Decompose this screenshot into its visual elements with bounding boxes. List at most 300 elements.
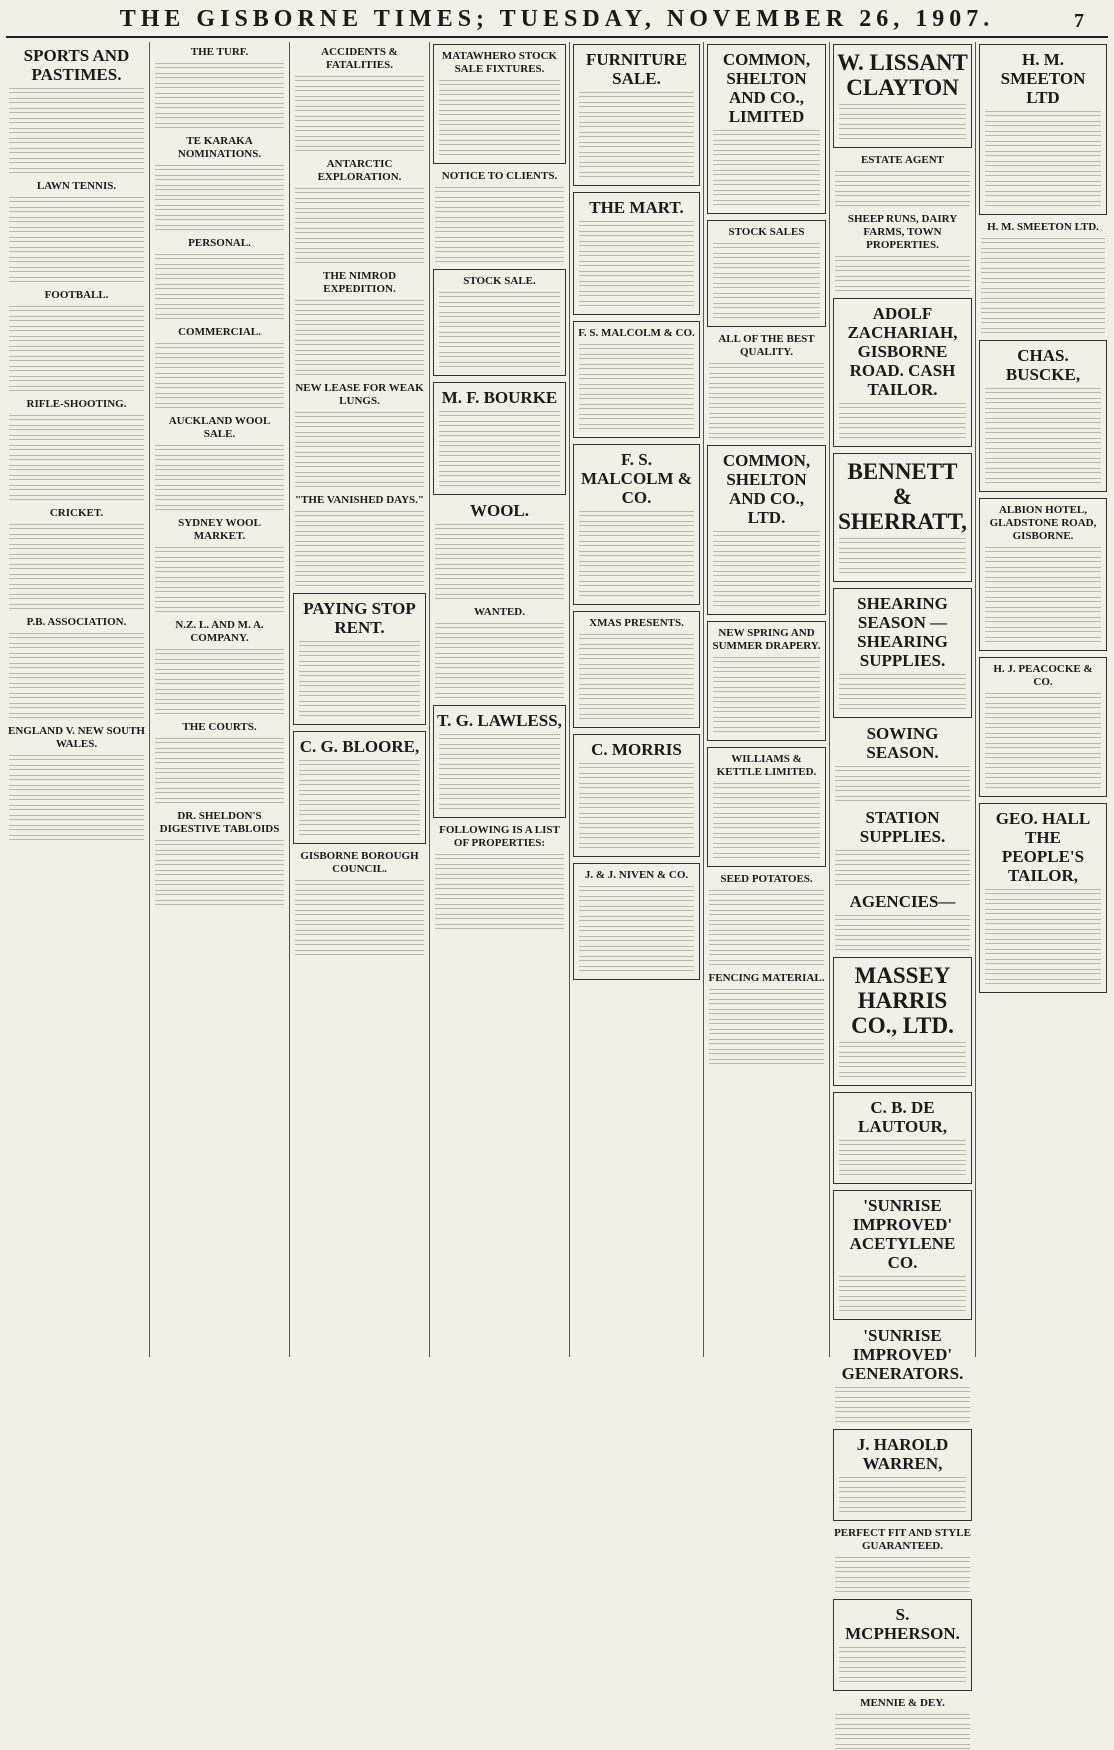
column-4 — [430, 42, 570, 1357]
text-lines — [579, 92, 694, 98]
text-lines — [985, 428, 1101, 434]
column-7-item — [833, 957, 972, 1086]
masthead-rule — [6, 36, 1108, 38]
text-lines — [155, 768, 284, 774]
text-lines — [439, 784, 560, 790]
text-lines — [299, 711, 420, 717]
text-lines — [981, 278, 1105, 284]
item-heading: WANTED. — [473, 606, 526, 618]
text-lines — [9, 544, 144, 550]
text-lines — [713, 160, 820, 166]
text-lines — [985, 637, 1101, 643]
text-lines — [435, 544, 564, 550]
text-lines — [985, 783, 1101, 789]
item-heading: ALBION HOTEL, GLADSTONE ROAD, GISBORNE. — [989, 504, 1097, 542]
item-heading: N.Z. L. AND M. A. COMPANY. — [175, 619, 264, 644]
text-lines — [709, 1049, 824, 1055]
text-lines — [155, 93, 284, 99]
text-lines — [579, 773, 694, 779]
text-lines — [579, 684, 694, 690]
text-lines — [155, 274, 284, 280]
text-lines — [713, 130, 820, 136]
text-lines — [155, 353, 284, 359]
text-lines — [839, 558, 966, 564]
text-lines — [709, 393, 824, 399]
text-lines — [155, 567, 284, 573]
column-2-item — [153, 517, 286, 613]
text-lines — [981, 298, 1105, 304]
item-heading: 'SUNRISE IMPROVED' ACETYLENE CO. — [849, 1196, 956, 1272]
text-lines — [439, 774, 560, 780]
item-heading: J. HAROLD WARREN, — [856, 1435, 949, 1473]
text-lines — [155, 778, 284, 784]
text-lines — [713, 170, 820, 176]
text-lines — [439, 441, 560, 447]
text-lines — [709, 920, 824, 926]
text-lines — [435, 854, 564, 860]
text-lines — [579, 112, 694, 118]
text-lines — [985, 398, 1101, 404]
text-lines — [295, 136, 424, 142]
column-4-item — [433, 501, 566, 600]
text-lines — [579, 404, 694, 410]
text-lines — [839, 694, 966, 700]
text-lines — [709, 1059, 824, 1065]
text-lines — [985, 478, 1101, 484]
text-lines — [155, 699, 284, 705]
item-heading: TE KARAKA NOMINATIONS. — [177, 135, 262, 160]
text-lines — [155, 669, 284, 675]
column-2-item — [153, 810, 286, 906]
column-6-item — [707, 747, 826, 867]
item-heading: COMMERCIAL. — [178, 326, 261, 338]
text-lines — [9, 534, 144, 540]
text-lines — [435, 673, 564, 679]
text-lines — [985, 889, 1101, 895]
text-lines — [579, 541, 694, 547]
text-lines — [713, 833, 820, 839]
text-lines — [295, 146, 424, 152]
text-lines — [985, 547, 1101, 553]
text-lines — [295, 930, 424, 936]
text-lines — [579, 281, 694, 287]
column-8-item — [979, 803, 1107, 993]
text-lines — [9, 88, 144, 94]
text-lines — [709, 423, 824, 429]
column-6-item — [707, 621, 826, 741]
column-6-item — [707, 220, 826, 327]
column-5 — [570, 42, 704, 1357]
text-lines — [9, 835, 144, 841]
column-3-item — [293, 593, 426, 725]
text-lines — [579, 424, 694, 430]
text-lines — [839, 1140, 966, 1146]
text-lines — [155, 195, 284, 201]
text-lines — [435, 227, 564, 233]
text-lines — [435, 653, 564, 659]
text-lines — [985, 969, 1101, 975]
text-lines — [439, 411, 560, 417]
text-lines — [155, 607, 284, 613]
column-2-item — [153, 326, 286, 409]
column-4-item — [433, 824, 566, 930]
text-lines — [579, 591, 694, 597]
column-6-item — [707, 445, 826, 615]
text-lines — [835, 191, 970, 197]
text-lines — [439, 312, 560, 318]
text-lines — [439, 481, 560, 487]
text-lines — [155, 679, 284, 685]
item-heading: FOLLOWING IS A LIST OF PROPERTIES: — [439, 824, 560, 849]
text-lines — [9, 98, 144, 104]
text-lines — [579, 531, 694, 537]
text-lines — [299, 770, 420, 776]
text-lines — [579, 271, 694, 277]
item-heading: ANTARCTIC EXPLORATION. — [317, 158, 402, 183]
text-lines — [839, 1062, 966, 1068]
item-heading: GEO. HALL THE PEOPLE'S TAILOR, — [995, 809, 1091, 885]
text-lines — [835, 201, 970, 207]
text-lines — [9, 277, 144, 283]
text-lines — [985, 191, 1101, 197]
text-lines — [839, 1160, 966, 1166]
item-heading: "THE VANISHED DAYS." — [294, 494, 425, 506]
text-lines — [839, 124, 966, 130]
text-lines — [299, 830, 420, 836]
text-lines — [579, 694, 694, 700]
item-heading: NEW SPRING AND SUMMER DRAPERY. — [712, 627, 821, 652]
text-lines — [9, 693, 144, 699]
text-lines — [579, 511, 694, 517]
text-lines — [839, 538, 966, 544]
item-heading: STATION SUPPLIES. — [859, 808, 946, 846]
text-lines — [985, 468, 1101, 474]
text-lines — [155, 373, 284, 379]
text-lines — [985, 733, 1101, 739]
item-heading: FURNITURE SALE. — [585, 50, 688, 88]
text-lines — [835, 880, 970, 886]
text-lines — [713, 727, 820, 733]
text-lines — [295, 86, 424, 92]
text-lines — [835, 1587, 970, 1593]
text-lines — [155, 264, 284, 270]
text-lines — [155, 123, 284, 129]
text-lines — [295, 248, 424, 254]
text-lines — [835, 1407, 970, 1413]
text-lines — [713, 531, 820, 537]
column-7-item — [833, 724, 972, 802]
text-lines — [9, 237, 144, 243]
text-lines — [439, 744, 560, 750]
text-lines — [9, 765, 144, 771]
text-lines — [155, 709, 284, 715]
text-lines — [579, 581, 694, 587]
text-lines — [155, 185, 284, 191]
text-lines — [435, 663, 564, 669]
column-2 — [150, 42, 290, 1357]
text-lines — [985, 939, 1101, 945]
item-heading: P.B. ASSOCIATION. — [26, 616, 127, 628]
text-lines — [579, 926, 694, 932]
text-lines — [713, 200, 820, 206]
column-7-item — [833, 298, 972, 447]
text-lines — [295, 521, 424, 527]
text-lines — [579, 261, 694, 267]
text-lines — [299, 800, 420, 806]
text-lines — [9, 108, 144, 114]
text-lines — [439, 140, 560, 146]
text-lines — [435, 584, 564, 590]
text-lines — [9, 653, 144, 659]
text-lines — [9, 795, 144, 801]
text-lines — [839, 1667, 966, 1673]
column-3-item — [293, 494, 426, 587]
text-lines — [295, 350, 424, 356]
text-lines — [9, 815, 144, 821]
text-lines — [839, 674, 966, 680]
text-lines — [985, 111, 1101, 117]
column-4-item — [433, 269, 566, 376]
text-lines — [155, 547, 284, 553]
item-heading: FENCING MATERIAL. — [708, 972, 825, 984]
text-lines — [9, 197, 144, 203]
item-heading: THE TURF. — [190, 46, 249, 58]
text-lines — [9, 435, 144, 441]
column-7-item — [833, 1429, 972, 1521]
text-lines — [155, 445, 284, 451]
text-lines — [579, 102, 694, 108]
text-lines — [155, 83, 284, 89]
text-lines — [435, 564, 564, 570]
text-lines — [713, 253, 820, 259]
text-lines — [981, 318, 1105, 324]
text-lines — [155, 225, 284, 231]
column-5-item — [573, 734, 700, 857]
text-lines — [435, 594, 564, 600]
text-lines — [985, 448, 1101, 454]
text-lines — [9, 148, 144, 154]
text-lines — [579, 521, 694, 527]
item-heading: SHEARING SEASON — SHEARING SUPPLIES. — [857, 594, 948, 670]
column-6 — [704, 42, 830, 1357]
text-lines — [9, 465, 144, 471]
text-lines — [295, 76, 424, 82]
column-4-item — [433, 44, 566, 164]
text-lines — [155, 649, 284, 655]
text-lines — [981, 258, 1105, 264]
item-heading: H. M. SMEETON LTD. — [987, 221, 1099, 233]
text-lines — [981, 308, 1105, 314]
column-8 — [976, 42, 1110, 1357]
text-lines — [155, 505, 284, 511]
item-heading: PERFECT FIT AND STYLE GUARANTEED. — [834, 1527, 971, 1552]
text-lines — [579, 142, 694, 148]
column-6-item — [707, 44, 826, 214]
text-lines — [985, 713, 1101, 719]
item-heading: H. J. PEACOCKE & CO. — [993, 663, 1093, 688]
column-5-item — [573, 44, 700, 186]
column-7-item — [833, 1697, 972, 1750]
text-lines — [709, 890, 824, 896]
text-lines — [435, 197, 564, 203]
text-lines — [579, 561, 694, 567]
text-lines — [435, 524, 564, 530]
item-heading: WILLIAMS & KETTLE LIMITED. — [716, 753, 817, 778]
text-lines — [713, 263, 820, 269]
text-lines — [713, 303, 820, 309]
text-lines — [713, 541, 820, 547]
text-lines — [9, 118, 144, 124]
text-lines — [9, 445, 144, 451]
text-lines — [579, 906, 694, 912]
text-lines — [985, 949, 1101, 955]
text-lines — [985, 121, 1101, 127]
text-lines — [295, 310, 424, 316]
text-lines — [295, 432, 424, 438]
text-lines — [839, 1647, 966, 1653]
text-lines — [579, 251, 694, 257]
text-lines — [295, 531, 424, 537]
text-lines — [839, 548, 966, 554]
text-lines — [9, 336, 144, 342]
text-lines — [295, 462, 424, 468]
item-heading: SEED POTATOES. — [720, 873, 813, 885]
text-lines — [985, 773, 1101, 779]
text-lines — [579, 221, 694, 227]
text-lines — [839, 1677, 966, 1683]
text-lines — [155, 485, 284, 491]
text-lines — [713, 697, 820, 703]
item-heading: C. G. BLOORE, — [299, 737, 420, 756]
text-lines — [155, 577, 284, 583]
item-heading: ADOLF ZACHARIAH, GISBORNE ROAD. CASH TAILOR. — [847, 304, 958, 399]
text-lines — [835, 1567, 970, 1573]
text-lines — [985, 388, 1101, 394]
text-lines — [295, 561, 424, 567]
text-lines — [835, 266, 970, 272]
text-lines — [9, 376, 144, 382]
text-lines — [9, 128, 144, 134]
text-lines — [839, 704, 966, 710]
text-lines — [579, 916, 694, 922]
text-lines — [155, 165, 284, 171]
text-lines — [439, 794, 560, 800]
text-lines — [713, 657, 820, 663]
text-lines — [295, 900, 424, 906]
text-lines — [709, 910, 824, 916]
column-8-item — [979, 44, 1107, 215]
item-heading: THE MART. — [589, 198, 684, 217]
text-lines — [985, 763, 1101, 769]
text-lines — [295, 208, 424, 214]
text-lines — [435, 257, 564, 263]
text-lines — [9, 524, 144, 530]
text-lines — [155, 597, 284, 603]
column-4-item — [433, 705, 566, 818]
text-lines — [985, 919, 1101, 925]
text-lines — [295, 920, 424, 926]
text-lines — [439, 332, 560, 338]
item-heading: MASSEY HARRIS CO., LTD. — [851, 963, 954, 1038]
text-lines — [839, 1487, 966, 1493]
text-lines — [839, 1042, 966, 1048]
text-lines — [709, 960, 824, 966]
text-lines — [155, 63, 284, 69]
text-lines — [579, 813, 694, 819]
text-lines — [579, 301, 694, 307]
text-lines — [295, 890, 424, 896]
text-lines — [579, 354, 694, 360]
text-lines — [713, 717, 820, 723]
text-lines — [9, 554, 144, 560]
item-heading: ALL OF THE BEST QUALITY. — [718, 333, 815, 358]
text-lines — [709, 930, 824, 936]
text-lines — [155, 465, 284, 471]
text-lines — [713, 561, 820, 567]
text-lines — [9, 825, 144, 831]
text-lines — [295, 228, 424, 234]
text-lines — [835, 786, 970, 792]
item-heading: C. MORRIS — [591, 740, 682, 759]
text-lines — [981, 238, 1105, 244]
text-lines — [985, 141, 1101, 147]
text-lines — [155, 175, 284, 181]
column-8-item — [979, 498, 1107, 651]
masthead — [0, 0, 1114, 40]
text-lines — [439, 352, 560, 358]
text-lines — [835, 850, 970, 856]
column-6-item — [707, 972, 826, 1065]
text-lines — [713, 687, 820, 693]
text-lines — [835, 945, 970, 951]
column-2-item — [153, 415, 286, 511]
column-7-item — [833, 154, 972, 207]
text-lines — [835, 1417, 970, 1423]
item-heading: LAWN TENNIS. — [36, 180, 117, 192]
text-lines — [839, 1657, 966, 1663]
text-lines — [709, 403, 824, 409]
text-lines — [709, 999, 824, 1005]
text-lines — [9, 247, 144, 253]
column-7-item — [833, 213, 972, 292]
text-lines — [839, 433, 966, 439]
text-lines — [713, 823, 820, 829]
column-6-item — [707, 333, 826, 439]
column-4-item — [433, 606, 566, 699]
text-lines — [985, 959, 1101, 965]
text-lines — [295, 340, 424, 346]
text-lines — [9, 594, 144, 600]
text-lines — [713, 140, 820, 146]
text-lines — [713, 283, 820, 289]
text-lines — [155, 689, 284, 695]
text-lines — [9, 257, 144, 263]
text-lines — [295, 472, 424, 478]
text-lines — [839, 1477, 966, 1483]
text-lines — [155, 738, 284, 744]
item-heading: CHAS. BUSCKE, — [1005, 346, 1081, 384]
text-lines — [435, 864, 564, 870]
text-lines — [579, 414, 694, 420]
text-lines — [981, 248, 1105, 254]
text-lines — [835, 935, 970, 941]
text-lines — [9, 495, 144, 501]
column-3-item — [293, 158, 426, 264]
text-lines — [299, 790, 420, 796]
column-1-item — [7, 398, 146, 501]
text-lines — [435, 633, 564, 639]
text-lines — [155, 495, 284, 501]
